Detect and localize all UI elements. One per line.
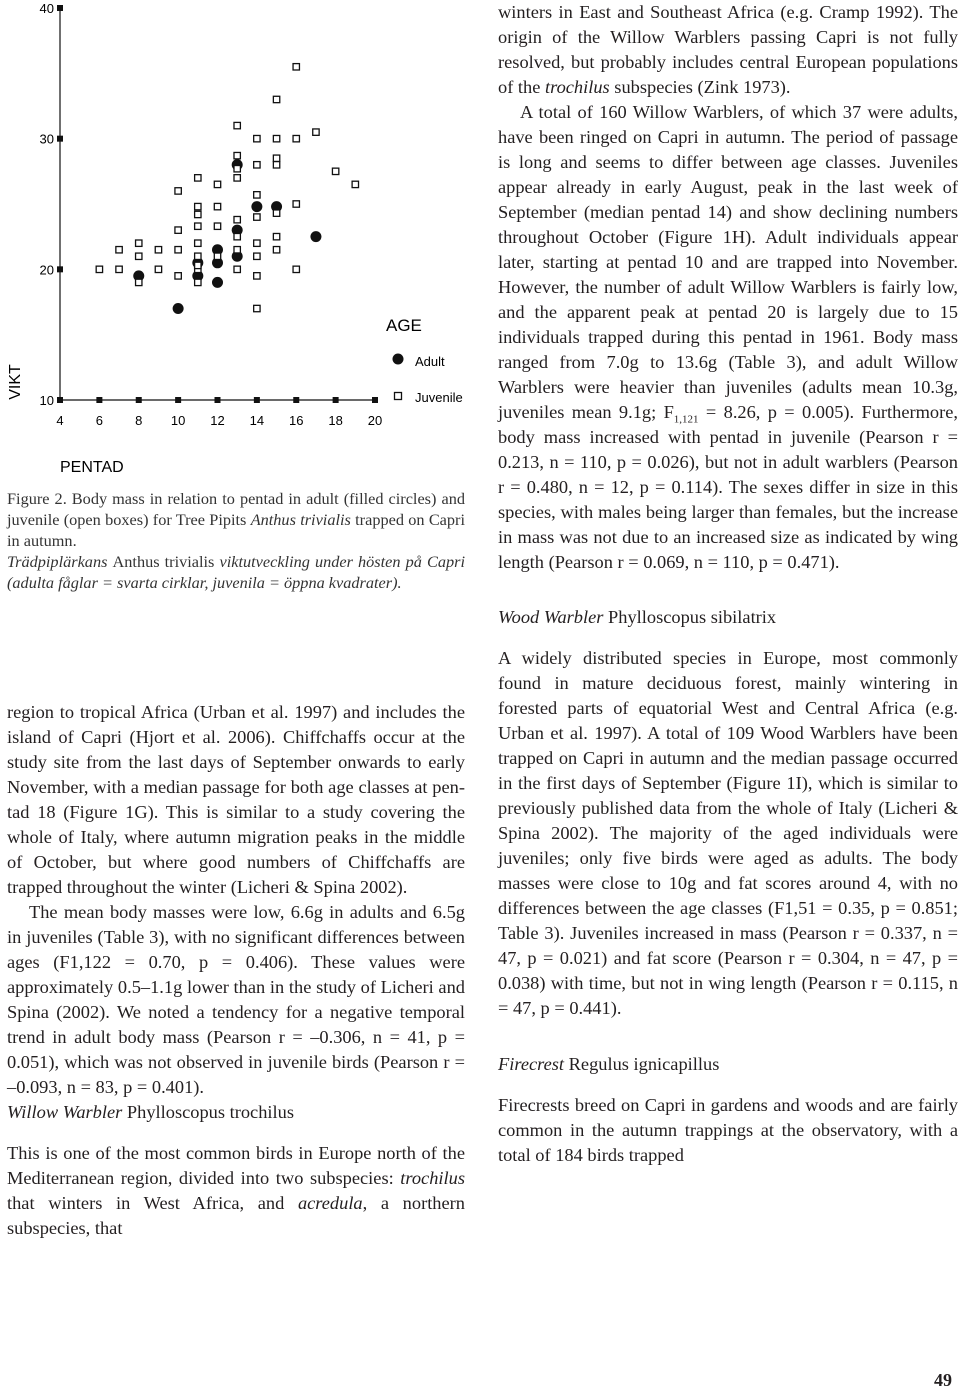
juvenile-point (254, 192, 260, 198)
y-tick-mark (57, 5, 63, 11)
x-tick-label: 10 (170, 413, 186, 428)
juvenile-point (254, 214, 260, 220)
juvenile-point (254, 273, 260, 279)
juvenile-point (195, 262, 201, 268)
juvenile-point (136, 253, 142, 259)
juvenile-point (254, 135, 260, 141)
juvenile-point (195, 211, 201, 217)
legend-title: AGE (386, 316, 422, 335)
adult-point (251, 201, 262, 212)
legend-adult-label: Adult (415, 354, 445, 369)
willow-warbler-paragraph-2: winters in East and Southeast Africa (e.g. Cramp 1992). The origin of the Willow Warblers passing Capri is not fully resolved, but probably includes central European populations of the trochilus subspecies (Zink 1973). (498, 2, 958, 97)
x-tick-label: 8 (135, 413, 143, 428)
x-tick-label: 6 (95, 413, 103, 428)
juvenile-point (195, 223, 201, 229)
juvenile-point (352, 181, 358, 187)
page-number: 49 (934, 1370, 952, 1390)
juvenile-point (195, 203, 201, 209)
x-tick-label: 14 (249, 413, 265, 428)
y-tick-label: 20 (39, 262, 54, 278)
section-heading-willow-warbler: Willow Warbler Phylloscopus trochilus (7, 1102, 294, 1122)
juvenile-point (254, 240, 260, 246)
x-tick-label: 16 (289, 413, 304, 428)
x-tick-label: 4 (56, 413, 64, 428)
y-tick-label: 30 (39, 131, 54, 147)
section-heading-wood-warbler: Wood Warbler Phylloscopus sibilatrix (498, 607, 777, 627)
juvenile-point (116, 266, 122, 272)
willow-warbler-paragraph-3: A total of 160 Willow Warblers, of which 37 were adults, have been ringed on Capri in autumn. The period of passage is long and seems to differ between age classes. Juveniles appear already in early August, peak in the last week of September (median pentad 14) and show declining numbers throughout October (Figure 1H). Adult individuals appear later, starting at pentad 10 and are trapped into November. However, the number of adult Willow Warblers is fairly low, and the apparent peak at pentad 20 is largely due to 15 individuals trapped during this pentad in 1961. Body mass ranged from 7.0g to 13.6g (Table 3), and adult Willow Warblers were heavier than juveniles (adults mean 10.3g, juveniles mean 9.1g; $F_{1,121} = 8.26$, p = 0.005). Furthermore, body mass increased with pentad in juvenile (Pearson r = 0.213, n = 110, p = 0.026), but not in adult warblers (Pearson r = 0.480, n = 12, p = 0.114). The sexes differ in size in this species, with males being larger than females, but the increase in mass was not due to an increased size as indicated by wing length (Pearson r = 0.069, n = 110, p = 0.471). (498, 102, 958, 572)
firecrest-paragraph: Firecrests breed on Capri in gardens and woods and are fairly common in the autumn trappings at the observatory, with a total of 184 birds trapped (498, 1095, 958, 1165)
juvenile-point (136, 240, 142, 246)
juvenile-point (195, 240, 201, 246)
juvenile-point (96, 266, 102, 272)
x-tick-mark (136, 397, 142, 403)
chiffchaff-paragraph-1: region to tropical Africa (Urban et al. 1997) and includes the island of Capri (Hjort et al. 2006). Chiffchaffs occur at the study site from the last days of September onwards to early November, with a median passage for both age classes at pentad 18 (Figure 1G). This is similar to a study covering the whole of Italy, where autumn migration peaks in the middle of October, but where good numbers of Chiffchaffs are trapped throughout the winter (Licheri & Spina 2002). (7, 702, 465, 897)
juvenile-point (234, 152, 240, 158)
caption-english: Figure 2. Body mass in relation to pentad in adult (filled circles) and juvenile (open boxes) for Tree Pipits Anthus trivialis trapped on Capri in autumn. (7, 489, 465, 550)
scatter-chart (0, 0, 480, 485)
section-heading-firecrest: Firecrest Regulus ignicapillus (498, 1054, 720, 1074)
y-tick-label: 40 (39, 1, 54, 16)
juvenile-point (234, 247, 240, 253)
juvenile-point (273, 233, 279, 239)
adult-point (212, 277, 223, 288)
juvenile-point (214, 253, 220, 259)
left-column (7, 700, 465, 1241)
adult-point (173, 303, 184, 314)
juvenile-point (273, 155, 279, 161)
juvenile-point (273, 162, 279, 168)
legend-adult-marker (393, 354, 404, 365)
juvenile-point (234, 266, 240, 272)
chiffchaff-paragraph-2: The mean body masses were low, 6.6g in adults and 6.5g in juveniles (Table 3), with no significant differences between ages (F1,122 = 0.70, p = 0.406). These values were approximately 0.5–1.1g lower than in the study of Licheri and Spina (2002). We noted a tendency for a negative temporal trend in adult body mass (Pearson r = –0.306, n = 41, p = 0.051), which was not observed in juvenile birds (Pearson r = –0.093, n = 83, p = 0.401). (7, 902, 465, 1097)
chart-marks (96, 64, 358, 314)
juvenile-point (195, 253, 201, 259)
juvenile-point (254, 253, 260, 259)
juvenile-point (234, 175, 240, 181)
x-tick-mark (215, 397, 221, 403)
adult-point (310, 231, 321, 242)
juvenile-point (175, 273, 181, 279)
x-tick-label: 12 (210, 413, 225, 428)
chart-axes (40, 1, 383, 428)
juvenile-point (155, 247, 161, 253)
juvenile-point (175, 227, 181, 233)
x-tick-label: 20 (367, 413, 383, 428)
juvenile-point (313, 129, 319, 135)
right-column (498, 0, 958, 1168)
legend-juvenile-label: Juvenile (415, 390, 463, 405)
legend (386, 316, 463, 405)
juvenile-point (136, 279, 142, 285)
juvenile-point (214, 181, 220, 187)
juvenile-point (254, 305, 260, 311)
juvenile-point (234, 233, 240, 239)
wood-warbler-paragraph: A widely distributed species in Europe, most commonly found in mature deciduous forest, mainly wintering in forested parts of equatorial West and Central Africa (e.g. Urban et al. 1997). A total of 109 Wood Warblers have been trapped on Capri in autumn and the median passage occurred in the first days of September (Figure 1I), which is similar to previously published data from the whole of Italy (Licheri & Spina 2002). The majority of the aged individuals were juveniles; only five birds were aged as adults. The body masses were close to 10g and fat scores around 4, with no differences between the age classes (F1,51 = 0.35, p = 0.851; Table 3). Juveniles increased in mass (Pearson r = 0.337, n = 47, p = 0.021) and fat score (Pearson r = 0.304, n = 47, p = 0.038) with time, but not in wing length (Pearson r = 0.115, n = 47, p = 0.441). (498, 648, 958, 1018)
legend-juvenile-marker (395, 393, 402, 400)
x-tick-mark (333, 397, 339, 403)
x-tick-mark (254, 397, 260, 403)
juvenile-point (293, 266, 299, 272)
juvenile-point (116, 247, 122, 253)
juvenile-point (293, 64, 299, 70)
y-axis-title: VIKT (7, 364, 24, 400)
juvenile-point (175, 247, 181, 253)
juvenile-point (234, 166, 240, 172)
juvenile-point (273, 96, 279, 102)
juvenile-point (175, 188, 181, 194)
juvenile-point (293, 201, 299, 207)
caption-swedish: Trädpiplärkans Anthus trivialis viktutveckling under hösten på Capri (adulta fåglar = svarta cirklar, juvenila = öppna kvadrater). (7, 552, 465, 592)
juvenile-point (273, 135, 279, 141)
juvenile-point (155, 266, 161, 272)
x-tick-mark (175, 397, 181, 403)
juvenile-point (332, 168, 338, 174)
juvenile-point (195, 279, 201, 285)
y-tick-label: 10 (39, 393, 54, 408)
juvenile-point (214, 223, 220, 229)
juvenile-point (293, 135, 299, 141)
willow-warbler-paragraph-1: This is one of the most common birds in Europe north of the Mediterranean region, divided into two subspecies: trochilus that winters in West Africa, and acredula, a northern subspecies, that (7, 1143, 465, 1238)
x-tick-mark (57, 397, 63, 403)
y-tick-mark (57, 266, 63, 272)
x-tick-mark (96, 397, 102, 403)
juvenile-point (273, 210, 279, 216)
figure-caption (7, 488, 465, 593)
y-tick-mark (57, 136, 63, 142)
x-axis-title: PENTAD (60, 459, 124, 476)
x-tick-mark (372, 397, 378, 403)
juvenile-point (195, 175, 201, 181)
x-tick-label: 18 (328, 413, 343, 428)
juvenile-point (254, 162, 260, 168)
juvenile-point (273, 247, 279, 253)
juvenile-point (214, 203, 220, 209)
juvenile-point (234, 216, 240, 222)
x-tick-mark (293, 397, 299, 403)
juvenile-point (234, 122, 240, 128)
